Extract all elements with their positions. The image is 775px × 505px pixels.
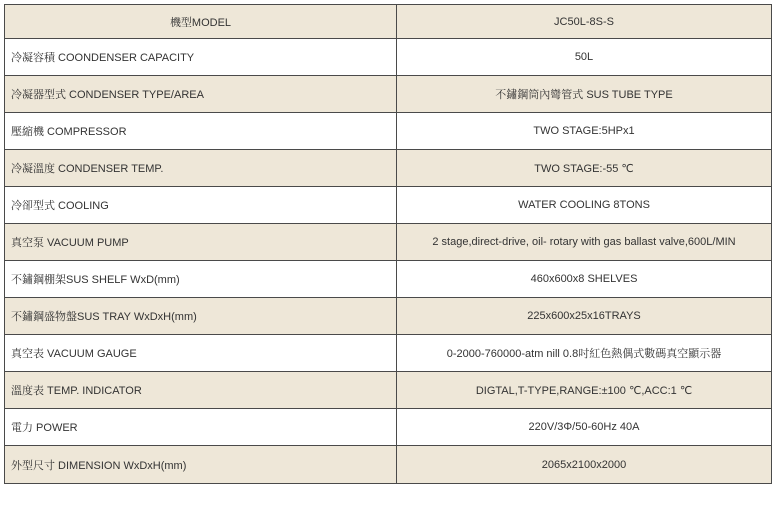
- spec-label: 溫度表 TEMP. INDICATOR: [5, 372, 397, 409]
- spec-value: 2065x2100x2000: [397, 446, 772, 484]
- spec-value: WATER COOLING 8TONS: [397, 187, 772, 224]
- spec-label: 不鏽鋼盛物盤SUS TRAY WxDxH(mm): [5, 298, 397, 335]
- spec-label: 冷凝容積 COONDENSER CAPACITY: [5, 39, 397, 76]
- table-row: [5, 224, 772, 261]
- spec-label: 冷凝器型式 CONDENSER TYPE/AREA: [5, 76, 397, 113]
- table-row: [5, 298, 772, 335]
- table-row: [5, 335, 772, 372]
- spec-label: 外型尺寸 DIMENSION WxDxH(mm): [5, 446, 397, 484]
- spec-label: 真空泵 VACUUM PUMP: [5, 224, 397, 261]
- spec-label: 真空表 VACUUM GAUGE: [5, 335, 397, 372]
- spec-value: 2 stage,direct-drive, oil- rotary with gas ballast valve,600L/MIN: [397, 224, 772, 261]
- spec-value: 0-2000-760000-atm nill 0.8吋紅色熱偶式數碼真空顯示器: [397, 335, 772, 372]
- spec-value: TWO STAGE:5HPx1: [397, 113, 772, 150]
- model-header-value: JC50L-8S-S: [397, 5, 772, 39]
- table-row: [5, 372, 772, 409]
- table-row: [5, 113, 772, 150]
- table-row: [5, 76, 772, 113]
- table-row: [5, 409, 772, 446]
- spec-value: 460x600x8 SHELVES: [397, 261, 772, 298]
- spec-value: 不鏽鋼筒內彎管式 SUS TUBE TYPE: [397, 76, 772, 113]
- table-header-row: [5, 5, 772, 39]
- table-row: [5, 261, 772, 298]
- model-header-label: 機型MODEL: [5, 5, 397, 39]
- table-row: [5, 446, 772, 484]
- spec-value: TWO STAGE:-55 ℃: [397, 150, 772, 187]
- spec-label: 壓縮機 COMPRESSOR: [5, 113, 397, 150]
- spec-value: 225x600x25x16TRAYS: [397, 298, 772, 335]
- spec-label: 冷卻型式 COOLING: [5, 187, 397, 224]
- spec-label: 冷凝溫度 CONDENSER TEMP.: [5, 150, 397, 187]
- spec-table: [4, 4, 772, 484]
- spec-value: DIGTAL,T-TYPE,RANGE:±100 ℃,ACC:1 ℃: [397, 372, 772, 409]
- spec-value: 50L: [397, 39, 772, 76]
- spec-label: 不鏽鋼棚架SUS SHELF WxD(mm): [5, 261, 397, 298]
- table-row: [5, 150, 772, 187]
- table-row: [5, 187, 772, 224]
- spec-value: 220V/3Φ/50-60Hz 40A: [397, 409, 772, 446]
- spec-label: 電力 POWER: [5, 409, 397, 446]
- table-row: [5, 39, 772, 76]
